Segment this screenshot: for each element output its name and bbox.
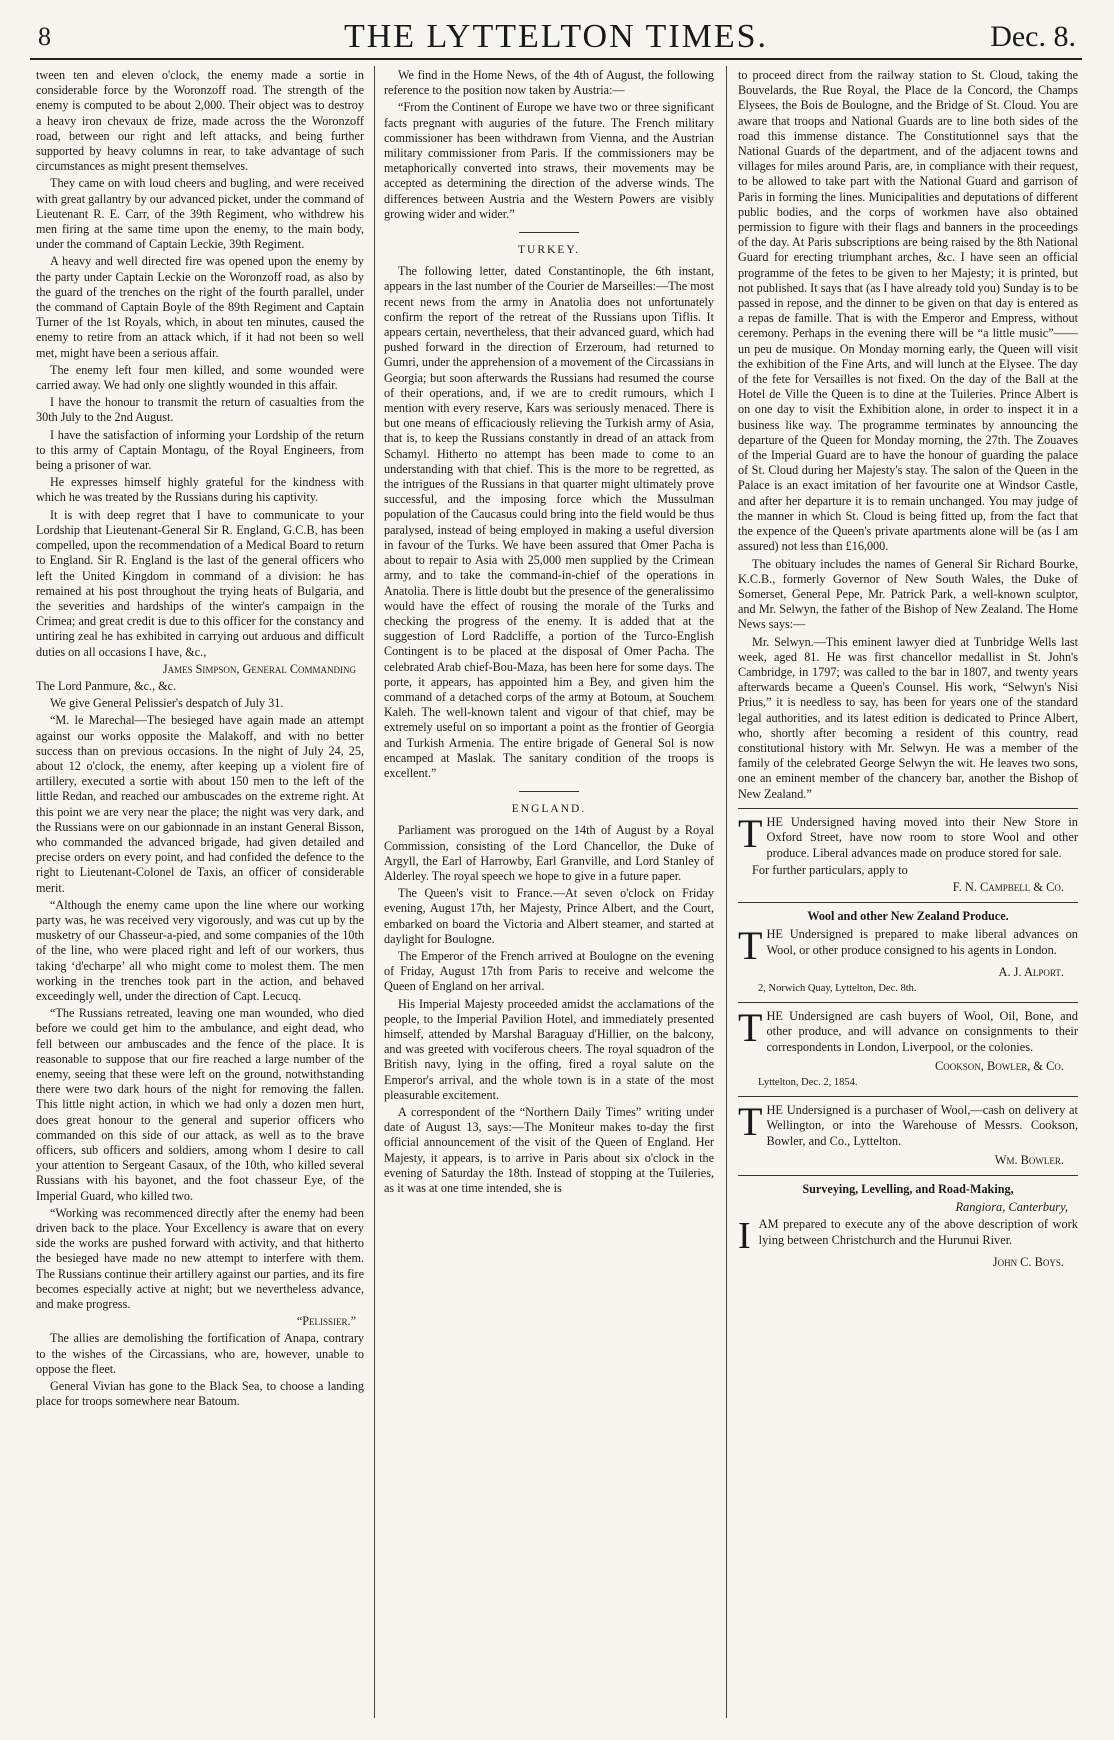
- section-rule: [519, 791, 579, 792]
- article-paragraph: We give General Pelissier's despatch of July 31.: [50, 696, 284, 711]
- article-paragraph: I have the satisfaction of informing your Lordship of the return to this army of Captain Montagu, of the Royal Engineers, from being a prisoner of war.: [36, 427, 364, 473]
- article-paragraph: His Imperial Majesty proceeded amidst the acclamations of the people, to the Imperial Pavilion Hotel, and immediately presented himself, attended by Marshal Baraguay d'Hillier, on the balcony, and was greeted with vociferous cheers. The royal squadron of the British navy, lying in the offing, fired a royal salute on the Emperor's arrival, and the whole town is in a state of the most pleasurable excitement.: [384, 996, 714, 1102]
- column-3: [738, 68, 1078, 1718]
- article-paragraph: to proceed direct from the railway station to St. Cloud, taking the Bouvelards, the Rue Royal, the Place de la Concord, the Champs Elysees, the Bois de Boulogne, and the Bridge of St. Cloud. You are aware that troops and National Guards are to line both sides of the road this immense distance. The Constitutionnel says that the National Guards of the department, and of the adjacent towns and villages for miles around Paris, are, in compliance with their request, to be allowed to take part with the National Guard and garrison of Paris in forming the lines. Municipalities and deputations of different public bodies, and the corps of workmen have also obtained permission to figure with their flags and banners in the proceedings of the day. At Paris subscriptions are being raised by the 8th National Guard for erecting triumphant arches, &c. I have seen an official programme of the fetes to be given to her Majesty; it is printed, but not published. It says that (as I have already told you) Sunday is to be passed in repose, and the dinner to be given on that day is entered as a repas de famille. That is with the Emperor and Empress, without ceremony. Perhaps in the evening there will be “a little music”——un peu de musique. On Monday morning early, the Queen will visit the exhibition of the Fine Arts, and will lunch at the Elysee. The day of the fete for Versailles is not fixed. On the day of the Ball at the Hotel de Ville the Queen is to dine at the Tuileries. Prince Albert is on one day to visit the Exhibition alone, in order to inspect it in a business like way. The programme terminates by announcing the departure of the Queen for Monday morning, the 27th. The Zouaves of the Imperial Guard are to have the honour of guarding the palace of St. Cloud during her Majesty's stay. The salon of the Queen in the Palace is an exact imitation of her favourite one at Windsor Castle, and after her departure it is to remain unchanged. You may judge of the manner in which St. Cloud is being fitted up, from the fact that the expence of the Queen's private apartments alone will be (as I am assured) not less than £16,000.: [738, 68, 1078, 554]
- ad-text: HE Undersigned is a purchaser of Wool,—cash on delivery at Wellington, or into the Warehouse of Messrs. Cookson, Bowler, and Co., Lyttelton.: [766, 1103, 1078, 1148]
- column-divider: [726, 66, 727, 1718]
- ad-divider: [738, 808, 1078, 809]
- ad-signature: Wm. Bowler.: [994, 1153, 1064, 1168]
- ad-location: Lyttelton, Dec. 2, 1854.: [758, 1076, 858, 1088]
- article-paragraph: “The Russians retreated, leaving one man wounded, who died before we could get him to the ambulance, and eight dead, who fell between our ambuscades and the fence of the place. It is reasonable to suppose that our fire reached a large number of the enemy, seeing that these were left on the ground, notwithstanding there were two dark hours of the night for removing the fallen. This little night action, in which we had only a dozen men hurt, does great honour to the general and superior officers who commanded on this side of our attack, as well as to the brave officers, sub officers and soldiers, among whom I desire to call your attention to Sergeant Casaux, of the 10th, who killed several Russians with his bayonet, and the foot chasseur Eye, of the Imperial Guard, who killed two.: [36, 1006, 364, 1203]
- advertisement-campbell: [738, 810, 1078, 896]
- article-paragraph: The enemy left four men killed, and some wounded were carried away. We had only one slightly wounded in this affair.: [36, 362, 364, 393]
- ad-signature: Cookson, Bowler, & Co.: [934, 1059, 1064, 1074]
- ad-signature: John C. Boys.: [992, 1255, 1064, 1270]
- article-paragraph: “M. le Marechal—The besieged have again made an attempt against our works opposite the Malakoff, and with no better success than on previous occasions. In the night of July 24, 25, about 12 o'clock, the enemy, after keeping up a violent fire of artillery, executed a sortie with about 150 men to the left of the little Redan, and reached our ambuscades on the extreme right. At this point we are very near the place; the night was very dark, and the Russians were on our gabionnade in an instant General Bisson, who commanded the advanced brigade, had given detailed and precise orders on every point, and had confided the defence to the right to Lieutenant-Colonel de Taxis, an officer of considerable merit.: [36, 713, 364, 895]
- advertisement-cookson: [738, 1005, 1078, 1090]
- ad-divider: [738, 1002, 1078, 1003]
- article-paragraph: “Although the enemy came upon the line where our working party was, he was received very vigorously, and was cut up by the musketry of our Chasseur-a-pied, and some companies of the 10th of the line, who were placed right and left of our workers, thus taking ‘d'echarpe’ all who might come to molest them. The men working in the trenches took part in the action, and behaved exceedingly well, under the direction of Capt. Lecucq.: [36, 897, 364, 1003]
- article-paragraph: A heavy and well directed fire was opened upon the enemy by the party under Captain Leckie on the Woronzoff road, as also by the guard of the trenches on the right of the fourth parallel, under the command of Captain Boyle of the 89th Regiment and Captain Turner of the 1st Royals, which, in about ten minutes, caused the enemy to retire from an attack which, if it had not been so well met, might have been a serious affair.: [36, 254, 364, 360]
- masthead: [30, 14, 1082, 60]
- ad-location: 2, Norwich Quay, Lyttelton, Dec. 8th.: [758, 982, 917, 994]
- article-paragraph: The following letter, dated Constantinople, the 6th instant, appears in the last number of the Courier de Marseilles:—The most recent news from the army in Anatolia does not unfortunately confirm the report of the retreat of the Russians upon Tiflis. It appears certain, nevertheless, that their advanced guard, which had pushed forward in the direction of Erzeroum, had returned to Gumri, under the apprehension of a movement of the Circassians in Georgia; but soon afterwards the Russians had resumed the course of their operations, and, if we are to credit rumours, which I mention with every reserve, Kars was seriously menaced. There is but one means of efficaciously relieving the Turkish army of Asia, that is, to keep the Russians constantly in dread of an attack from Schamyl. Hitherto no attempt has been made to come to an understanding with that chief. This is the more to be regretted, as the intrigues of the Russians in that quarter might ultimately prove successful, and the imposing force which the Mussulman population of the Caucasus could bring into the field would be thus paralysed, instead of being employed in making a useful diversion in favour of the Turks. We have been assured that Omer Pacha is about to repair to Asia with 25,000 men supplied by the Crimean army, and to take the command-in-chief of the operations in Anatolia. There is little doubt but the presence of the generalissimo would have the effect of rousing the morale of the Turks and checking the progress of the enemy. It is added that at the suggestion of Lord Radcliffe, a portion of the Turco-English Contingent is to be placed at the disposal of Omer Pacha. The celebrated Arab chief-Bou-Maza, has been here for some days. The porte, it appears, has appointed him a Bey, and given him the command of a detached corps of the army at Botoum, at Souchem Kaleh. The well-known talent and vigour of that chief, may be extremely useful on so important a point as the frontier of Georgia and Turkish Armenia. The entire brigade of General Sol is now encamped at Maslak. The sanitary condition of the troops is excellent.”: [384, 264, 714, 780]
- issue-date: Dec. 8.: [990, 20, 1076, 53]
- article-paragraph: The Queen's visit to France.—At seven o'clock on Friday evening, August 17th, her Majesty, Prince Albert, and the Court, embarked on board the Victoria and Albert steamer, and started at daylight for Boulogne.: [384, 886, 714, 946]
- advertisement-alport: [738, 909, 1078, 996]
- section-heading-turkey: TURKEY.: [517, 244, 581, 257]
- letter-signature: James Simpson, General Commanding: [162, 661, 356, 676]
- article-paragraph: They came on with loud cheers and bugling, and were received with great gallantry by our advanced picket, under the command of Lieutenant R. E. Carr, of the 39th Regiment, who withdrew his men firing at the same time upon the enemy, to the main body, under the command of Captain Leckie, 39th Regiment.: [36, 176, 364, 252]
- article-paragraph: We find in the Home News, of the 4th of August, the following reference to the position now taken by Austria:—: [384, 68, 714, 98]
- despatch-signature: “Pelissier.”: [296, 1314, 356, 1329]
- drop-cap: I: [738, 1215, 751, 1258]
- article-paragraph: “Working was recommenced directly after the enemy had been driven back to the place. Your Excellency is aware that on every side the works are pushed forward with activity, and that hitherto the besieged have made no new attempt to interfere with them. The Russians continue their artillery against our parties, and its fire becomes especially active at night; but we nevertheless advance, and make progress.: [36, 1205, 364, 1312]
- drop-cap: T: [738, 810, 763, 856]
- article-paragraph: He expresses himself highly grateful for the kindness with which he was treated by the Russians during his captivity.: [36, 475, 364, 505]
- article-paragraph: Mr. Selwyn.—This eminent lawyer died at Tunbridge Wells last week, aged 81. He was first chancellor medallist in St. John's Cambridge, in 1797; was called to the bar in 1807, and twenty years afterwards became a Queen's Counsel. His work, “Selwyn's Nisi Prius,” it is needless to say, has been for years one of the standard legal authorities, and its latest edition is dedicated to Prince Albert, who, shortly after becoming a resident of this country, read constitutional history with Mr. Selwyn. He was a member of the family of the celebrated George Selwyn the wit. He leaves two sons, one an eminent member of the chancery bar, another the Bishop of New Zealand.”: [738, 634, 1078, 801]
- section-rule: [519, 232, 579, 233]
- drop-cap: T: [738, 923, 763, 969]
- article-paragraph: The obituary includes the names of General Sir Richard Bourke, K.C.B., formerly Governor of New South Wales, the Duke of Somerset, General Pepe, Mr. Patrick Park, a well-known sculptor, and Mr. Selwyn, the father of the Bishop of New Zealand. The Home News says:—: [738, 556, 1078, 632]
- ad-divider: [738, 902, 1078, 903]
- ad-subtitle: Rangiora, Canterbury,: [955, 1200, 1068, 1215]
- article-paragraph: General Vivian has gone to the Black Sea, to choose a landing place for troops somewhere near Batoum.: [36, 1379, 364, 1409]
- article-paragraph: The allies are demolishing the fortification of Anapa, contrary to the wishes of the Circassians, who are, however, unable to oppose the fleet.: [36, 1331, 364, 1376]
- column-divider: [374, 66, 375, 1718]
- drop-cap: T: [738, 1099, 763, 1145]
- ad-signature: F. N. Campbell & Co.: [952, 880, 1064, 895]
- ad-title: Wool and other New Zealand Produce.: [807, 908, 1009, 923]
- newspaper-title: THE LYTTELTON TIMES.: [343, 18, 769, 55]
- advertisement-bowler: [738, 1099, 1078, 1169]
- article-paragraph: The Emperor of the French arrived at Boulogne on the evening of Friday, August 17th from Paris to receive and welcome the Queen of England on her arrival.: [384, 948, 714, 994]
- column-1: [36, 68, 364, 1718]
- ad-divider: [738, 1096, 1078, 1097]
- ad-signature: A. J. Alport.: [998, 965, 1064, 980]
- article-paragraph: A correspondent of the “Northern Daily Times” writing under date of August 13, says:—The Moniteur makes to-day the first official announcement of the visit of the Queen of England. Her Majesty, it appears, is to arrive in Paris about six o'clock in the evening of Saturday the 18th. Instead of stopping at the Tuileries, as it was at one time intended, she is: [384, 1105, 714, 1196]
- ad-text: HE Undersigned is prepared to make liberal advances on Wool, or other produce consigned to his agents in London.: [766, 927, 1078, 957]
- article-paragraph: It is with deep regret that I have to communicate to your Lordship that Lieutenant-General Sir R. England, G.C.B, has been compelled, upon the recommendation of a Medical Board to return to England. Sir R. England is the last of the general officers who left the United Kingdom in command of a division: he has remained at his post throughout the trying heats of Bulgaria, and the severities and hardships of the winter's campaign in the Crimea; and great credit is due to this officer for the constancy and untiring zeal he has exhibited in carrying out arduous and difficult duties on all occasions I have, &c.,: [36, 507, 364, 659]
- article-paragraph: “From the Continent of Europe we have two or three significant facts pregnant with auguries of the future. The French military commissioner has been withdrawn from Vienna, and the Austrian military commissioner from Paris. If the commissioners may be metaphorically converted into straws, their movements may be accepted as determining the direction of the adverse winds. The differences between Austria and the Western Powers are visibly growing wider and wider.”: [384, 100, 714, 221]
- ad-text: HE Undersigned having moved into their New Store in Oxford Street, have now room to store Wool and other produce. Liberal advances made on produce stored for sale.: [766, 814, 1078, 860]
- letter-addressee: The Lord Panmure, &c., &c.: [36, 678, 177, 693]
- ad-text: For further particulars, apply to: [752, 862, 908, 877]
- section-heading-england: ENGLAND.: [511, 803, 587, 816]
- page-number: 8: [38, 22, 51, 51]
- ad-title: Surveying, Levelling, and Road-Making,: [802, 1181, 1014, 1196]
- article-paragraph: tween ten and eleven o'clock, the enemy made a sortie in considerable force by the Woronzoff road. The strength of the enemy is computed to be about 2,000. Their object was to destroy a heavy iron chevaux de frize, made across the the Woronzoff road, between our right and left attacks, and being further supported by heavy columns in rear, to take advantage of such circumstances as might present themselves.: [36, 68, 364, 174]
- advertisement-boys: [738, 1182, 1078, 1271]
- article-paragraph: Parliament was prorogued on the 14th of August by a Royal Commission, consisting of the Lord Chancellor, the Duke of Argyll, the Earl of Harrowby, Earl Granville, and Lord Stanley of Alderley. The royal speech we hope to give in a future paper.: [384, 823, 714, 883]
- ad-divider: [738, 1175, 1078, 1176]
- drop-cap: T: [738, 1005, 763, 1050]
- ad-text: AM prepared to execute any of the above description of work lying between Christchurch and the Hurunui River.: [758, 1217, 1078, 1247]
- ad-text: HE Undersigned are cash buyers of Wool, Oil, Bone, and other produce, and will advance on consignments to their correspondents in London, Liverpool, or the colonies.: [766, 1009, 1078, 1054]
- article-paragraph: I have the honour to transmit the return of casualties from the 30th July to the 2nd August.: [36, 395, 364, 425]
- column-2: [384, 68, 714, 1718]
